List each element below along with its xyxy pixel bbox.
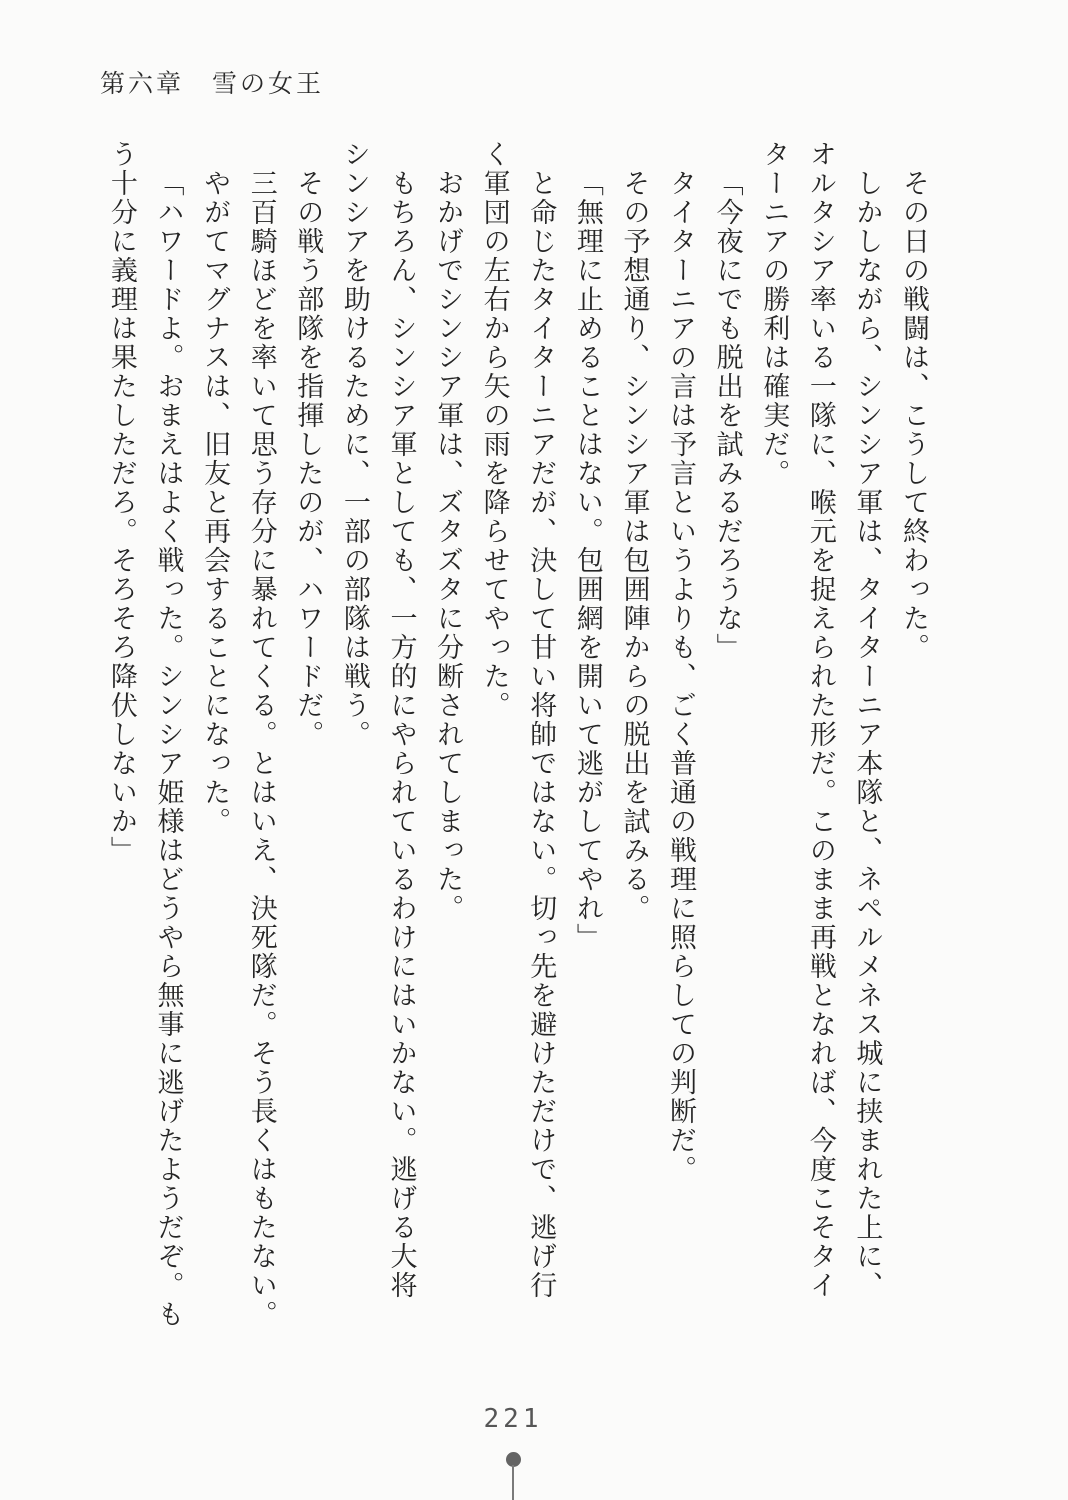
- text-column: く軍団の左右から矢の雨を降らせてやった。: [479, 140, 510, 720]
- text-column: う十分に義理は果たしただろ。そろそろ降伏しないか」: [106, 140, 137, 865]
- footer-line-ornament: [512, 1465, 514, 1500]
- page-number: 221: [483, 1404, 543, 1434]
- text-column: シンシアを助けるために、一部の部隊は戦う。: [339, 140, 370, 749]
- chapter-header: 第六章 雪の女王: [100, 71, 325, 98]
- text-column: おかげでシンシア軍は、ズタズタに分断されてしまった。: [433, 169, 464, 923]
- text-column: しかしながら、シンシア軍は、タイターニア本隊と、ネペルメネス城に挟まれた上に、: [852, 169, 883, 1300]
- text-column: と命じたタイターニアだが、決して甘い将帥ではない。切っ先を避けただけで、逃げ行: [526, 169, 557, 1300]
- text-column: 三百騎ほどを率いて思う存分に暴れてくる。とはいえ、決死隊だ。そう長くはもたない。: [246, 169, 277, 1329]
- text-columns: [97, 140, 937, 1380]
- text-column: その戦う部隊を指揮したのが、ハワードだ。: [293, 169, 324, 749]
- text-column: オルタシア率いる一隊に、喉元を捉えられた形だ。このまま再戦となれば、今度こそタイ: [805, 140, 836, 1300]
- text-column: 「無理に止めることはない。包囲網を開いて逃がしてやれ」: [572, 169, 603, 952]
- text-column: その日の戦闘は、こうして終わった。: [899, 169, 929, 662]
- text-column: その予想通り、シンシア軍は包囲陣からの脱出を試みる。: [619, 169, 650, 923]
- text-column: ターニアの勝利は確実だ。: [759, 140, 790, 488]
- text-column: やがてマグナスは、旧友と再会することになった。: [200, 169, 231, 836]
- text-column: もちろん、シンシア軍としても、一方的にやられているわけにはいかない。逃げる大将: [386, 169, 417, 1300]
- text-column: 「ハワードよ。おまえはよく戦った。シンシア姫様はどうやら無事に逃げたようだぞ。も: [153, 169, 184, 1329]
- text-column: 「今夜にでも脱出を試みるだろうな」: [712, 169, 743, 662]
- text-column: タイターニアの言は予言というよりも、ごく普通の戦理に照らしての判断だ。: [666, 169, 697, 1184]
